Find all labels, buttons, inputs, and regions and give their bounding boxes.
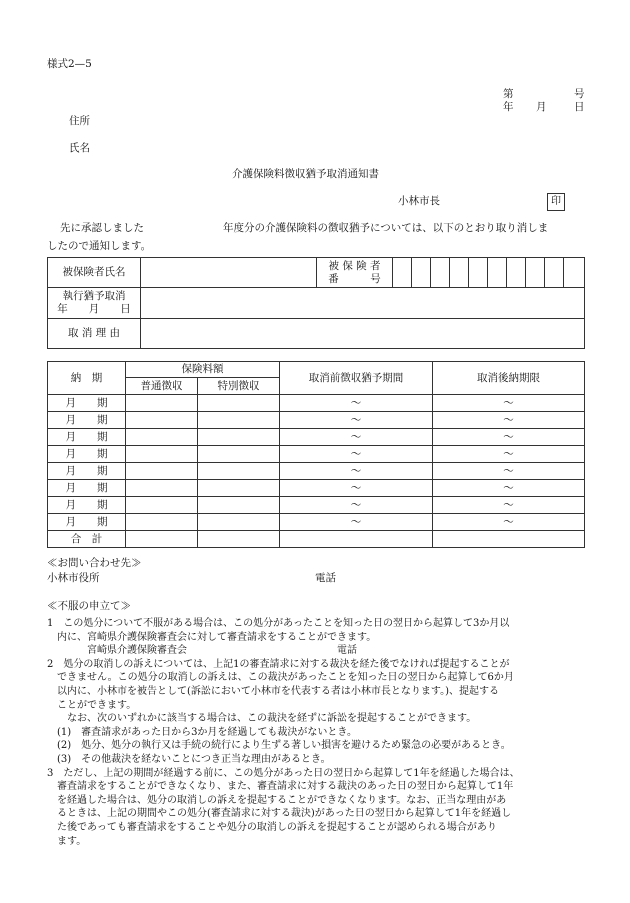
normal-amount-cell[interactable] bbox=[126, 412, 198, 429]
header-after: 取消後納期限 bbox=[433, 362, 585, 395]
cancel-date-label-top: 執行猶予取消 bbox=[62, 290, 126, 303]
payment-table bbox=[47, 361, 585, 548]
special-amount-cell[interactable] bbox=[198, 463, 280, 480]
note-line: 1 この処分について不服がある場合は、この処分があったことを知った日の翌日から起算して3か月以 bbox=[47, 618, 510, 629]
before-period-cell[interactable]: 〜 bbox=[280, 412, 433, 429]
note-line: ことができます。 bbox=[47, 699, 137, 711]
contact-office: 小林市役所 bbox=[47, 572, 100, 584]
normal-amount-cell[interactable] bbox=[126, 463, 198, 480]
after-deadline-cell[interactable]: 〜 bbox=[433, 395, 585, 412]
note-line: 以内に、小林市を被告として(訴訟において小林市を代表する者は小林市長となります。)、提起する bbox=[47, 685, 500, 697]
doc-no-go: 号 bbox=[574, 88, 585, 100]
period-cell: 月 期 bbox=[48, 480, 126, 497]
header-before: 取消前徴収猶予期間 bbox=[280, 362, 433, 395]
normal-amount-cell[interactable] bbox=[126, 480, 198, 497]
note-line: 内に、宮崎県介護保険審査会に対して審査請求をすることができます。 bbox=[47, 631, 377, 643]
cancel-date-label-ymd: 年 月 日 bbox=[57, 303, 131, 315]
normal-amount-cell[interactable] bbox=[126, 514, 198, 531]
insured-number-digit[interactable] bbox=[564, 258, 585, 288]
header-period: 納 期 bbox=[48, 362, 126, 395]
doc-no-dai: 第 bbox=[503, 88, 514, 100]
note-line: ます。 bbox=[47, 835, 87, 847]
note-line: (2) 処分、処分の執行又は手続の続行により生ずる著しい損害を避けるため緊急の必要があるとき。 bbox=[47, 740, 511, 752]
note-line: るときは、上記の期間やこの処分(審査請求に対する裁決)があった日の翌日から起算して1年を経過し bbox=[47, 808, 512, 820]
note-line: (3) その他裁決を経ないことにつき正当な理由があるとき。 bbox=[47, 753, 331, 765]
date-day: 日 bbox=[574, 101, 585, 113]
period-cell: 月 期 bbox=[48, 395, 126, 412]
special-amount-cell[interactable] bbox=[198, 412, 280, 429]
after-deadline-cell[interactable]: 〜 bbox=[433, 463, 585, 480]
issuer: 小林市長 bbox=[398, 195, 440, 207]
before-period-cell[interactable]: 〜 bbox=[280, 446, 433, 463]
special-amount-cell[interactable] bbox=[198, 429, 280, 446]
insured-number-label-top: 被 保 険 者 bbox=[328, 259, 381, 272]
after-deadline-cell[interactable]: 〜 bbox=[433, 429, 585, 446]
note-line: 宮崎県介護保険審査会 電話 bbox=[47, 645, 357, 657]
note-line: を経過した場合は、処分の取消しの訴えを提起することができなくなります。なお、正当な理由があ bbox=[47, 794, 507, 806]
before-period-cell[interactable]: 〜 bbox=[280, 514, 433, 531]
period-cell: 月 期 bbox=[48, 429, 126, 446]
insured-number-digit[interactable] bbox=[431, 258, 450, 288]
payment-row bbox=[48, 463, 585, 480]
total-normal-cell[interactable] bbox=[126, 531, 198, 548]
cancel-reason-field[interactable] bbox=[141, 319, 585, 349]
note-line: (1) 審査請求があった日から3か月を経過しても裁決がないとき。 bbox=[47, 726, 358, 738]
after-deadline-cell[interactable]: 〜 bbox=[433, 412, 585, 429]
insured-number-digit[interactable] bbox=[412, 258, 431, 288]
cancel-reason-label: 取 消 理 由 bbox=[48, 319, 141, 349]
insured-number-digit[interactable] bbox=[526, 258, 545, 288]
payment-row bbox=[48, 497, 585, 514]
insured-number-digit[interactable] bbox=[469, 258, 488, 288]
after-deadline-cell[interactable]: 〜 bbox=[433, 497, 585, 514]
header-normal: 普通徴収 bbox=[126, 378, 198, 395]
before-period-cell[interactable]: 〜 bbox=[280, 497, 433, 514]
period-cell: 月 期 bbox=[48, 412, 126, 429]
document-title: 介護保険料徴収猶予取消通知書 bbox=[232, 168, 379, 180]
insured-number-label-bottom: 番 号 bbox=[328, 272, 381, 285]
special-amount-cell[interactable] bbox=[198, 514, 280, 531]
date-year: 年 bbox=[503, 101, 514, 113]
insured-info-table bbox=[47, 257, 585, 349]
period-cell: 月 期 bbox=[48, 514, 126, 531]
address-label: 住所 bbox=[69, 115, 90, 127]
contact-phone: 電話 bbox=[315, 572, 336, 584]
insured-number-digit[interactable] bbox=[450, 258, 469, 288]
period-cell: 月 期 bbox=[48, 446, 126, 463]
cancel-date-label bbox=[48, 288, 141, 319]
total-label: 合 計 bbox=[48, 531, 126, 548]
payment-row bbox=[48, 429, 585, 446]
special-amount-cell[interactable] bbox=[198, 480, 280, 497]
note-line: た後であっても審査請求をすることや処分の取消しの訴えを提起することが認められる場合があり bbox=[47, 821, 497, 833]
insured-name-label: 被保険者氏名 bbox=[48, 258, 141, 288]
after-deadline-cell[interactable]: 〜 bbox=[433, 446, 585, 463]
special-amount-cell[interactable] bbox=[198, 497, 280, 514]
name-label: 氏名 bbox=[69, 142, 90, 154]
cancel-date-field[interactable] bbox=[141, 288, 585, 319]
after-deadline-cell[interactable]: 〜 bbox=[433, 480, 585, 497]
before-period-cell[interactable]: 〜 bbox=[280, 429, 433, 446]
header-amount: 保険料額 bbox=[126, 362, 280, 378]
intro-part2: 年度分の介護保険料の徴収猶予については、以下のとおり取り消しま bbox=[223, 222, 549, 234]
form-number: 様式2—5 bbox=[47, 58, 92, 70]
period-cell: 月 期 bbox=[48, 497, 126, 514]
insured-number-digit[interactable] bbox=[507, 258, 526, 288]
total-after-cell[interactable] bbox=[433, 531, 585, 548]
intro-part1: 先に承認しました bbox=[60, 222, 144, 234]
appeal-notes bbox=[47, 617, 587, 848]
notes-heading: ≪不服の申立て≫ bbox=[47, 600, 131, 612]
normal-amount-cell[interactable] bbox=[126, 497, 198, 514]
date-month: 月 bbox=[536, 101, 547, 113]
before-period-cell[interactable]: 〜 bbox=[280, 463, 433, 480]
insured-name-field[interactable] bbox=[141, 258, 317, 288]
seal-box: 印 bbox=[547, 193, 565, 211]
payment-row bbox=[48, 446, 585, 463]
special-amount-cell[interactable] bbox=[198, 395, 280, 412]
contact-heading: ≪お問い合わせ先≫ bbox=[47, 557, 142, 569]
normal-amount-cell[interactable] bbox=[126, 429, 198, 446]
note-line: できません。この処分の取消しの訴えは、この裁決があったことを知った日の翌日から起算して6か月 bbox=[47, 672, 514, 684]
payment-row bbox=[48, 395, 585, 412]
payment-row bbox=[48, 480, 585, 497]
insured-number-digit[interactable] bbox=[393, 258, 412, 288]
period-cell: 月 期 bbox=[48, 463, 126, 480]
note-line: 2 処分の取消しの訴えについては、上記1の審査請求に対する裁決を経た後でなければ提起することが bbox=[47, 658, 510, 670]
before-period-cell[interactable]: 〜 bbox=[280, 395, 433, 412]
note-line: 3 ただし、上記の期間が経過する前に、この処分があった日の翌日から起算して1年を経過した場合は、 bbox=[47, 767, 520, 779]
normal-amount-cell[interactable] bbox=[126, 446, 198, 463]
insured-number-digit[interactable] bbox=[545, 258, 564, 288]
header-special: 特別徴収 bbox=[198, 378, 280, 395]
intro-part3: したので通知します。 bbox=[47, 240, 152, 252]
normal-amount-cell[interactable] bbox=[126, 395, 198, 412]
total-before-cell[interactable] bbox=[280, 531, 433, 548]
note-line: 審査請求をすることができなくなり、また、審査請求に対する裁決のあった日の翌日から起算して1年 bbox=[47, 781, 514, 793]
note-line: なお、次のいずれかに該当する場合は、この裁決を経ずに訴訟を提起することができます。 bbox=[47, 713, 477, 725]
special-amount-cell[interactable] bbox=[198, 446, 280, 463]
before-period-cell[interactable]: 〜 bbox=[280, 480, 433, 497]
total-special-cell[interactable] bbox=[198, 531, 280, 548]
after-deadline-cell[interactable]: 〜 bbox=[433, 514, 585, 531]
payment-row bbox=[48, 412, 585, 429]
insured-number-digit[interactable] bbox=[488, 258, 507, 288]
payment-row bbox=[48, 514, 585, 531]
insured-number-label bbox=[317, 258, 393, 288]
